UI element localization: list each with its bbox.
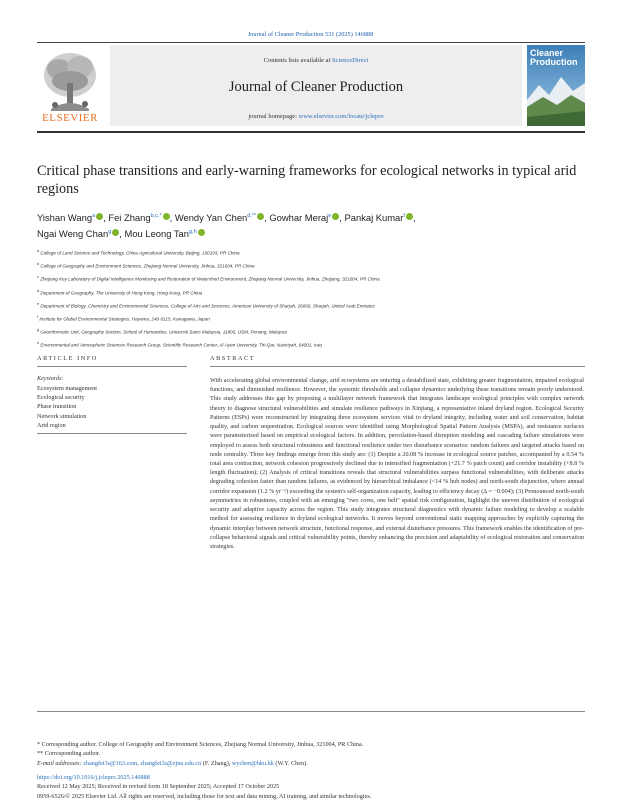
affiliation-sup: h [37,340,40,345]
homepage-prefix: journal homepage: [248,113,297,120]
keyword[interactable]: Network simulation [37,412,87,420]
author-affiliation-sup[interactable]: g [108,229,112,236]
contents-line [110,57,522,64]
orcid-icon[interactable] [406,213,413,220]
author-affiliation-sup[interactable]: a [92,213,96,219]
affiliation [37,325,585,338]
homepage-line [110,113,522,120]
publication-history: Received 12 May 2025; Received in revised form 18 September 2025; Accepted 17 October 2025 [37,783,280,791]
author[interactable]: Yishan Wang$^a$ , [37,212,106,224]
orcid-icon[interactable] [96,213,103,220]
abstract-rule [210,366,585,367]
affiliation-text: Department of Biology, Chemistry and Environmental Sciences, College of Arts and Sciences, American University of Sharjah, 26666, Sharjah, United Arab Emirates [40,303,375,309]
email-link[interactable]: zhangfei3s@zjnu.edu.cn [140,759,202,767]
affiliation [37,286,585,299]
keyword[interactable]: Ecological security [37,394,85,402]
article-info-heading: ARTICLE INFO [37,355,98,362]
author[interactable]: Fei Zhang$^{b,c,*}$ , [108,212,173,224]
affiliation-text: College of Geography and Environment Sciences, Zhejiang Normal University, Jinhua, 321004, PR China [40,263,255,269]
affiliation-text: GeoInformatic Unit, Geography Section, School of Humanities, Universiti Sains Malaysia, 11800, USM, Penang, Malaysia [40,329,287,335]
footnotes [37,740,585,768]
orcid-icon[interactable] [112,229,119,236]
copyright-notice: 0959-6526/© 2025 Elsevier Ltd. All rights are reserved, including those for text and data mining, AI training, and similar technologies. [37,792,372,800]
affiliation-sup: c [37,275,39,280]
orcid-icon[interactable] [257,213,264,220]
contents-prefix: Contents lists available at [263,57,331,64]
keyword[interactable]: Arid region [37,421,66,429]
affiliation-text: Institute for Global Environmental Strategies, Hayama, 240-0115, Kanagawa, Japan [39,316,210,322]
sciencedirect-link[interactable]: ScienceDirect [331,57,369,64]
journal-citation[interactable]: Journal of Cleaner Production 531 (2025) 146888 [247,31,374,38]
email-owner: (W.Y. Chen). [275,759,308,767]
affiliation-sup: e [37,301,40,306]
author[interactable]: Pankaj Kumar$^f$ , [344,212,416,224]
author-list [37,209,585,241]
author[interactable]: Ngai Weng Chan$^g$ , [37,228,122,240]
author-affiliation-sup[interactable]: b,c,* [150,213,162,219]
header-top-rule [37,42,585,43]
affiliation-sup: a [37,249,40,253]
author-affiliation-sup[interactable]: g,h [188,229,197,236]
elsevier-logo[interactable] [37,47,103,127]
article-title: Critical phase transitions and early-warning frameworks for ecological networks in typical arid regions [37,163,577,197]
affiliation [37,259,585,272]
affiliation-sup: b [37,262,40,267]
author-name[interactable]: Pankaj Kumar [344,212,404,224]
orcid-icon[interactable] [163,213,170,220]
author-affiliation-sup[interactable]: d,** [247,213,257,219]
affiliation [37,299,585,312]
author-name[interactable]: Yishan Wang [37,212,93,224]
keywords-bottom-rule [37,433,187,434]
affiliation-text: Zhejiang Key Laboratory of Digital Intelligence Monitoring and Restoration of Watershed Environment, Zhejiang Normal University, Jinhua, Zhejiang, 321004, PR China [40,276,380,282]
corresponding-author-note: * Corresponding author. College of Geography and Environment Sciences, Zhejiang Normal University, Jinhua, 321004, PR China. [37,741,364,748]
cover-title [530,49,578,67]
author-name[interactable]: Gowhar Meraj [269,212,329,224]
affiliation [37,273,585,284]
author[interactable]: Wendy Yan Chen$^{d,**}$ , [174,212,267,224]
affiliation-sup: d [37,288,40,293]
author-name[interactable]: Ngai Weng Chan [37,228,109,240]
abstract-heading: ABSTRACT [210,355,256,362]
email-owner: (F. Zhang), [202,759,231,767]
header-bottom-rule [37,131,585,133]
author-name[interactable]: Wendy Yan Chen [174,212,248,224]
author[interactable]: Gowhar Meraj$^e$ , [269,212,342,224]
author-affiliation-sup[interactable]: e [328,213,332,219]
doi-link[interactable]: https://doi.org/10.1016/j.jclepro.2025.146888 [37,774,150,781]
abstract-bottom-rule [37,711,585,712]
keyword[interactable]: Phase transition [37,403,77,411]
article-info-rule [37,366,187,367]
orcid-icon[interactable] [332,213,339,220]
affiliation-text: Environmental and Atmospheric Sciences Research Group, Scientific Research Center, Al-Ayen University, Thi-Qar, Nasiriyah, 64001, Iraq [40,342,322,348]
email-addresses: E-mail addresses: zhangfei3s@163.com, zhangfei3s@zjnu.edu.cn (F. Zhang), wychen@hku.hk (W.Y. Chen). [37,759,308,767]
abstract-text: With accelerating global environmental change, arid ecosystems are entering a destabilized state, exhibiting greater fragmentation, impaired ecological functions, and diminished resilience. However, the systemic thresholds and collapse dynamics underlying these transitions remain poorly understood. This study addresses this gap by proposing a multilayer network framework that integrates landscape ecological principles with complex network theory to diagnose structural vulnerabilities and simulate resilience pathways in Xinjiang, a representative inland dryland region. Ecological Security Patterns (ESPs) were reconstructed by integrating three ecosystem services vital to dryland integrity, including water and soil conservation, habitat quality, and carbon sequestration. Ecological sources were identified using Morphological Spatial Pattern Analysis (MSPA), and resistance surfaces were parameterized based on empirical ecological factors. In addition, percolation-based disruption modeling and cascading failure simulations were employed to assess both structural robustness and functional resilience under two disturbance scenarios: random failures and targeted attacks based on node centrality. Three key findings emerge from this study are: (1) Despite a 20.08 % increase in ecological source patches, accompanied by a 0.54 % total area contraction, network cohesion progressively declined due to intensified fragmentation (+21.7 % patch count) and corridor instability (+8.8 % length fluctuation); (2) Analysis of critical transitions reveals that structural vulnerabilities surpass functional vulnerabilities, with deliberate attacks degrading cohesion faster than random failures, as evidenced by hierarchical imbalance (<14 % hub nodes) and north-south disjunction, where annual corridor expansion (1.2 % yr⁻¹) exceeding the system's self-organization capacity, leading to efficiency decay (Δ = −0.004); (3) Pronounced north-south asymmetries in robustness, coupled with an emerging "two cores, one belt" spatial risk configuration, highlight the uneven distribution of ecological security and adaptive capacity across the region. This study integrates structural diagnostics with dynamic failure modeling to develop a scalable method for assessing resilience in dryland ecological networks. It moves beyond conventional static mapping approaches by explicitly capturing the dynamic interplay between network structure, functional response, and external disturbance pressures. This framework enables the identification of pre-collapse behavioral signals and critical vulnerability points, thereby enhancing the precision and adaptability of ecological restoration and conservation strategies. [210,378,584,550]
author[interactable] [125,228,205,239]
affiliation-list [37,246,585,351]
affiliation [37,246,585,259]
second-corresponding-author-note: ** Corresponding author. [37,750,101,758]
affiliation-text: College of Land Science and Technology, China Agricultural University, Beijing, 100193, PR China [40,250,240,256]
author-name[interactable]: Mou Leong Tan [124,228,189,240]
journal-homepage-link[interactable]: www.elsevier.com/locate/jclepro [298,113,384,120]
cover-title-line-2: Production [530,57,578,67]
journal-cover-image[interactable] [527,45,585,126]
email-link[interactable]: wychen@hku.hk [231,759,274,767]
author-affiliation-sup[interactable]: f [403,213,405,219]
keywords-label: Keywords: [37,375,64,382]
publication-info [37,773,585,801]
journal-info-band [110,45,522,126]
email-link[interactable]: zhangfei3s@163.com [83,759,138,767]
elsevier-wordmark: ELSEVIER [42,112,98,124]
keywords-list [37,384,97,430]
keyword[interactable]: Ecosystem management [37,385,97,392]
author-name[interactable]: Fei Zhang [108,212,151,224]
orcid-icon[interactable] [198,229,205,236]
affiliation [37,338,585,351]
email-label: E-mail addresses: [37,759,82,767]
affiliation-text: Department of Geography, The University of Hong Kong, Hong Kong, PR China [40,290,203,296]
affiliation-sup: g [37,327,40,332]
cover-title-line-1: Cleaner [530,48,564,58]
affiliation [37,312,585,325]
journal-title[interactable]: Journal of Cleaner Production [228,79,404,95]
affiliation-sup: f [37,314,39,319]
